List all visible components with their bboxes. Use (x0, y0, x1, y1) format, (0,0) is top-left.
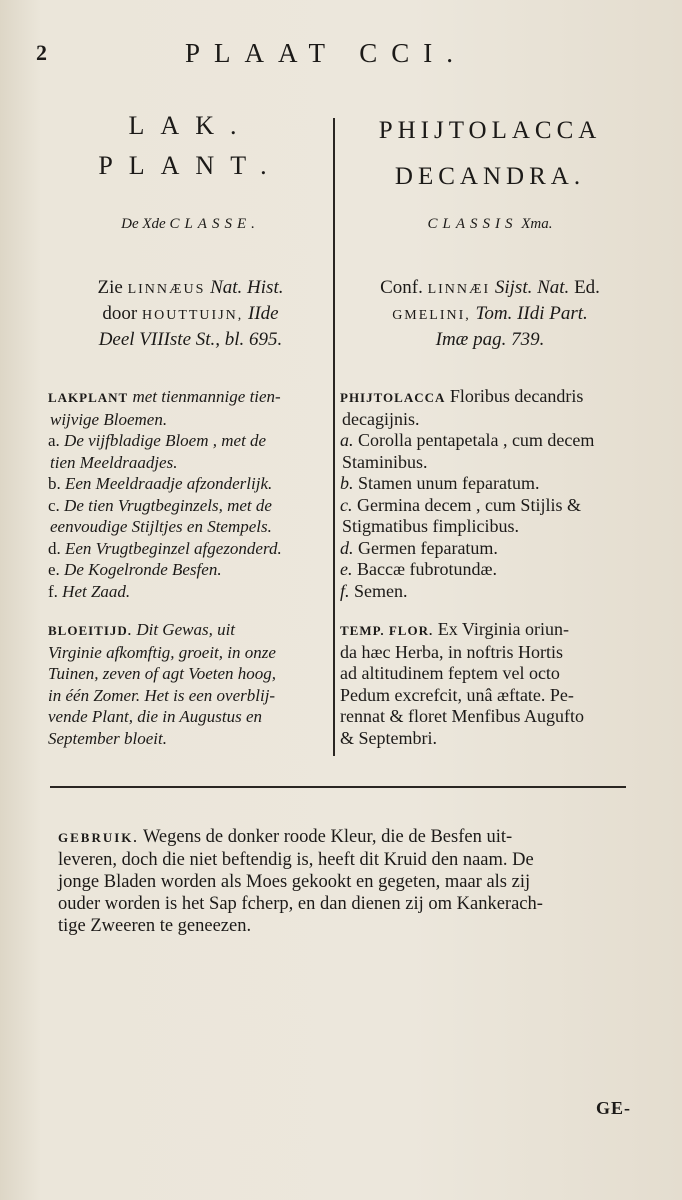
item-text: Een Vrugtbeginzel afgezonderd. (65, 538, 282, 558)
item-label: a. (340, 430, 354, 450)
latin-reference (340, 276, 640, 352)
bloei-line: September bloeit. (48, 728, 167, 748)
latin-desc-line: decagijnis. (342, 408, 420, 429)
latin-desc-head: PHIJTOLACCA (340, 390, 446, 405)
dutch-desc-head: LAKPLANT (48, 390, 129, 405)
latin-title-line1: PHIJTOLACCA (378, 117, 602, 144)
item-text: Baccæ fubrotundæ. (357, 559, 497, 579)
item-text: Germina decem , cum Stijlis & (357, 494, 581, 515)
item-text: Een Meeldraadje afzonderlijk. (65, 474, 273, 493)
item-label: b. (48, 474, 61, 493)
item-label: f. (340, 580, 350, 601)
ref-volume: Tom. IIdi Part. (475, 303, 588, 324)
ref-text: door (102, 303, 138, 324)
ref-work: Nat. Hist. (210, 277, 284, 298)
dutch-classis (48, 216, 333, 233)
latin-classis-word: CLASSIS (427, 216, 518, 232)
item-text: Semen. (354, 580, 408, 601)
latin-description (340, 386, 640, 602)
latin-desc-line: Floribus decandris (449, 386, 584, 406)
usage-paragraph (58, 826, 643, 937)
usage-line: ouder worden is het Sap fcherp, en dan dienen zij om Kankerach- (58, 894, 543, 914)
usage-line: tige Zweeren te geneezen. (58, 916, 252, 936)
item-label: f. (48, 581, 58, 601)
usage-line: leveren, doch die niet beftendig is, heeft dit Kruid den naam. De (58, 850, 534, 870)
bloei-line: vende Plant, die in Augustus en (48, 707, 263, 726)
item-label: c. (48, 495, 60, 515)
dutch-description (48, 386, 333, 602)
temp-line: ad altitudinem feptem vel octo (340, 663, 560, 683)
dutch-title-line2: PLANT. (98, 151, 283, 180)
dutch-desc-line: met tienmannige tien- (132, 387, 281, 406)
plate-title: PLAAT CCI. (185, 38, 468, 68)
ref-work: Sijst. Nat. (494, 277, 570, 298)
dutch-classis-prefix: De Xde (121, 216, 166, 232)
ref-text: Zie (97, 277, 123, 298)
item-label: b. (340, 473, 354, 493)
item-label: e. (340, 559, 353, 579)
dutch-flowering (48, 619, 333, 749)
ref-author: HOUTTUIJN, (141, 308, 244, 323)
latin-title-line2: DECANDRA. (394, 163, 586, 190)
temp-head: TEMP. FLOR. (340, 623, 434, 638)
ref-author: LINNÆI (427, 282, 491, 297)
latin-flowering (340, 619, 640, 749)
temp-line: Pedum excrefcit, unâ æftate. Pe- (340, 684, 574, 705)
temp-line: da hæc Herba, in noftris Hortis (340, 641, 563, 662)
item-text: Stamen unum feparatum. (358, 473, 540, 493)
usage-line: Wegens de donker roode Kleur, die de Besfen uit- (142, 827, 513, 847)
dutch-title (48, 106, 333, 186)
bloei-line: Virginie afkomftig, groeit, in onze (48, 642, 276, 662)
dutch-desc-line: wijvige Bloemen. (50, 409, 168, 429)
item-text: Stigmatibus fimplicibus. (342, 516, 520, 536)
item-text: Germen feparatum. (358, 537, 498, 558)
item-text: Staminibus. (342, 451, 428, 472)
item-label: a. (48, 431, 60, 450)
temp-line: & Septembri. (340, 727, 437, 748)
usage-line: jonge Bladen worden als Moes gekookt en gegeten, maar als zij (58, 872, 531, 892)
latin-title (340, 108, 640, 200)
item-label: d. (340, 537, 354, 558)
section-rule (50, 786, 626, 788)
latin-classis (340, 216, 640, 233)
bloei-line: Dit Gewas, uit (136, 620, 236, 639)
item-label: e. (48, 560, 60, 579)
page-number: 2 (36, 40, 47, 65)
item-text: Het Zaad. (62, 581, 131, 601)
item-text: De Kogelronde Besfen. (64, 560, 222, 579)
ref-location: Deel VIIIste St., bl. 695. (98, 329, 283, 350)
dutch-title-line1: LAK. (128, 111, 253, 140)
dutch-classis-word: CLASSE. (169, 216, 260, 232)
catchword: GE- (596, 1098, 632, 1118)
ref-volume: IIde (248, 303, 279, 324)
item-label: c. (340, 494, 353, 515)
ref-author: GMELINI, (392, 308, 471, 323)
item-text: Corolla pentapetala , cum decem (358, 430, 595, 450)
bloei-line: Tuinen, zeven of agt Voeten hoog, (48, 664, 277, 683)
item-text: De tien Vrugtbeginzels, met de (64, 495, 272, 515)
temp-line: Ex Virginia oriun- (437, 619, 569, 639)
dutch-reference (48, 276, 333, 352)
bloei-head: BLOEITIJD. (48, 623, 133, 638)
ref-author: LINNÆUS (127, 282, 206, 297)
ref-text: Conf. (380, 277, 423, 298)
item-label: d. (48, 538, 61, 558)
usage-head: GEBRUIK. (58, 830, 139, 845)
temp-line: rennat & floret Menfibus Augufto (340, 706, 584, 726)
column-divider (333, 118, 335, 756)
item-text: De vijfbladige Bloem , met de (64, 431, 267, 450)
item-text: eenvoudige Stijltjes en Stempels. (50, 517, 272, 536)
ref-text: Ed. (574, 277, 600, 298)
ref-location: Imæ pag. 739. (435, 329, 545, 350)
item-text: tien Meeldraadjes. (50, 452, 178, 472)
latin-classis-suffix: Xma. (521, 216, 553, 232)
bloei-line: in één Zomer. Het is een overblij- (48, 685, 276, 705)
